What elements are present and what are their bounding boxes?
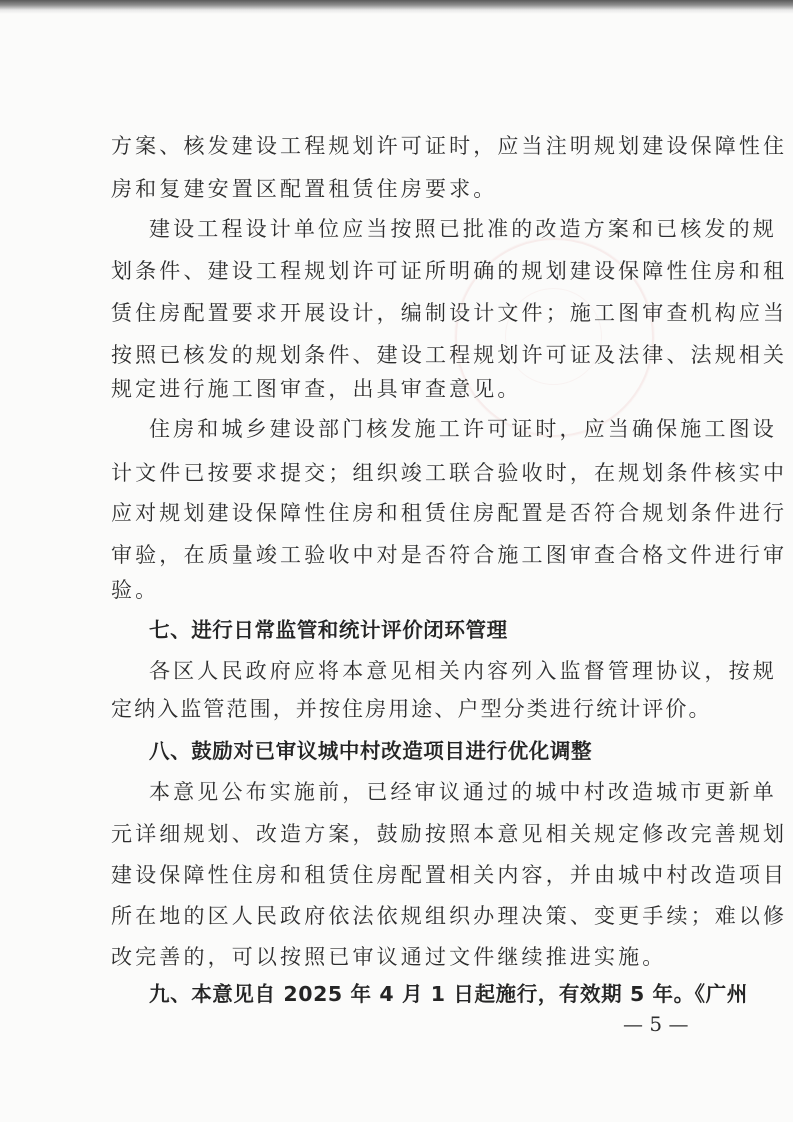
paragraph-line-6: 住房和城乡建设部门核发施工许可证时，应当确保施工图设 <box>149 417 777 441</box>
paragraph-line-1: 建设工程设计单位应当按照已批准的改造方案和已核发的规 <box>149 217 777 241</box>
scan-top-edge <box>0 0 793 14</box>
section-heading-8: 八、鼓励对已审议城中村改造项目进行优化调整 <box>149 739 593 763</box>
paragraph-line-15: 建设保障性住房和租赁住房配置相关内容，并由城中村改造项目 <box>111 863 788 887</box>
paragraph-line-9: 审验，在质量竣工验收中对是否符合施工图审查合格文件进行审 <box>111 543 788 567</box>
body-line-2: 房和复建安置区配置租赁住房要求。 <box>111 177 498 201</box>
paragraph-line-3: 赁住房配置要求开展设计，编制设计文件；施工图审查机构应当 <box>111 301 788 325</box>
paragraph-line-10: 验。 <box>111 578 160 602</box>
paragraph-line-11: 各区人民政府应将本意见相关内容列入监督管理协议，按规 <box>149 659 777 683</box>
paragraph-line-2: 划条件、建设工程规划许可证所明确的规划建设保障性住房和租 <box>111 259 788 283</box>
body-line-1: 方案、核发建设工程规划许可证时，应当注明规划建设保障性住 <box>111 134 788 158</box>
section-heading-7: 七、进行日常监管和统计评价闭环管理 <box>149 618 508 642</box>
paragraph-line-12: 定纳入监管范围，并按住房用途、户型分类进行统计评价。 <box>111 697 712 721</box>
paragraph-line-14: 元详细规划、改造方案，鼓励按照本意见相关规定修改完善规划 <box>111 822 788 846</box>
paragraph-line-16: 所在地的区人民政府依法依规组织办理决策、变更手续；难以修 <box>111 904 788 928</box>
page-number: — 5 — <box>623 1012 689 1036</box>
paragraph-line-17: 改完善的，可以按照已审议通过文件继续推进实施。 <box>111 945 667 969</box>
section-heading-9: 九、本意见自 2025 年 4 月 1 日起施行，有效期 5 年。《广州 <box>149 982 748 1006</box>
paragraph-line-7: 计文件已按要求提交；组织竣工联合验收时，在规划条件核实中 <box>111 461 788 485</box>
paragraph-line-5: 规定进行施工图审查，出具审查意见。 <box>111 377 522 401</box>
paragraph-line-8: 应对规划建设保障性住房和租赁住房配置是否符合规划条件进行 <box>111 501 788 525</box>
paragraph-line-4: 按照已核发的规划条件、建设工程规划许可证及法律、法规相关 <box>111 343 788 367</box>
paragraph-line-13: 本意见公布实施前，已经审议通过的城中村改造城市更新单 <box>149 780 777 804</box>
